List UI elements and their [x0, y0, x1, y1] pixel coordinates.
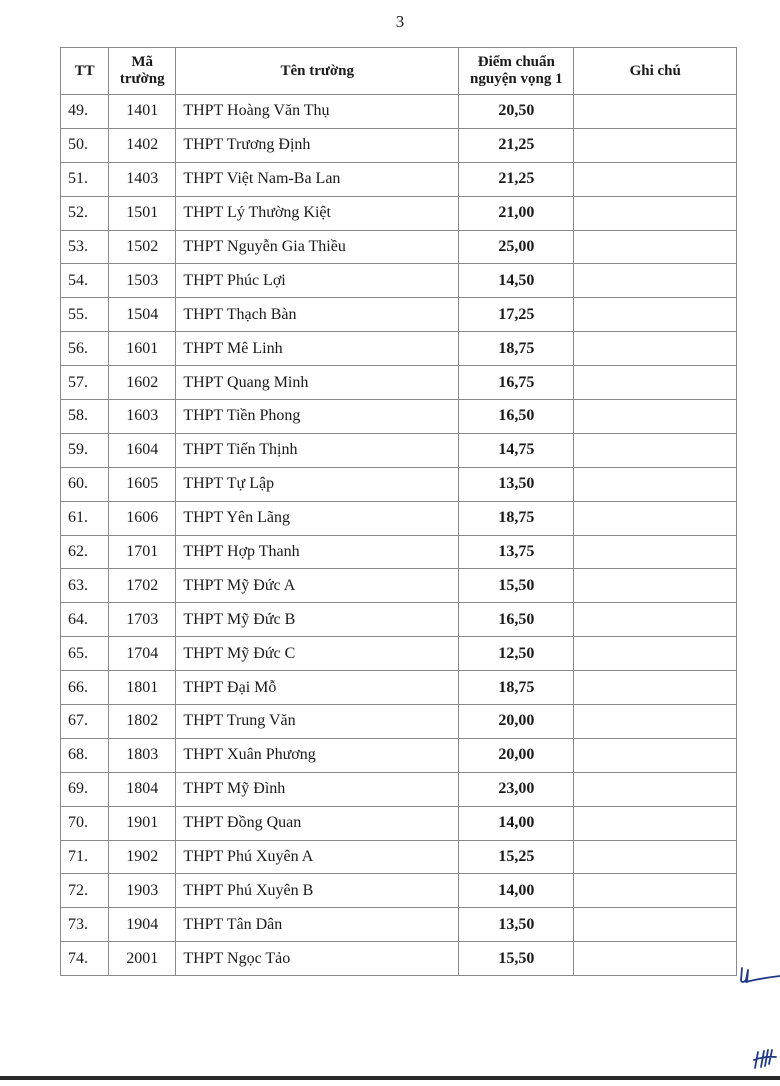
score-cell: 14,75 [459, 433, 574, 467]
row-number-cell: 62. [61, 535, 109, 569]
note-cell [574, 840, 737, 874]
school-code-cell: 1504 [109, 298, 176, 332]
note-cell [574, 535, 737, 569]
score-cell: 16,50 [459, 400, 574, 434]
row-number-cell: 59. [61, 433, 109, 467]
score-cell: 25,00 [459, 230, 574, 264]
school-name-cell: THPT Hoàng Văn Thụ [176, 95, 459, 129]
table-row [61, 162, 737, 196]
row-number-cell: 61. [61, 501, 109, 535]
table-row [61, 196, 737, 230]
table-row [61, 569, 737, 603]
note-cell [574, 264, 737, 298]
row-number-cell: 51. [61, 162, 109, 196]
row-number-cell: 54. [61, 264, 109, 298]
note-cell [574, 501, 737, 535]
note-cell [574, 908, 737, 942]
school-code-cell: 1701 [109, 535, 176, 569]
row-number-cell: 63. [61, 569, 109, 603]
score-cell: 13,50 [459, 467, 574, 501]
row-number-cell: 68. [61, 738, 109, 772]
note-cell [574, 874, 737, 908]
school-code-cell: 1801 [109, 671, 176, 705]
row-number-cell: 57. [61, 366, 109, 400]
note-cell [574, 705, 737, 739]
header-row [61, 48, 737, 95]
table-body [61, 95, 737, 976]
score-cell: 21,25 [459, 128, 574, 162]
score-cell: 12,50 [459, 637, 574, 671]
table-row [61, 772, 737, 806]
header-school-code-line1: Mã [131, 54, 154, 70]
school-name-cell: THPT Trương Định [176, 128, 459, 162]
row-number-cell: 73. [61, 908, 109, 942]
table-row [61, 400, 737, 434]
note-cell [574, 467, 737, 501]
score-cell: 14,00 [459, 806, 574, 840]
score-cell: 17,25 [459, 298, 574, 332]
row-number-cell: 55. [61, 298, 109, 332]
score-cell: 13,75 [459, 535, 574, 569]
note-cell [574, 95, 737, 129]
row-number-cell: 52. [61, 196, 109, 230]
header-score [459, 48, 574, 95]
table-row [61, 467, 737, 501]
score-cell: 15,50 [459, 942, 574, 976]
score-cell: 15,25 [459, 840, 574, 874]
school-name-cell: THPT Lý Thường Kiệt [176, 196, 459, 230]
row-number-cell: 74. [61, 942, 109, 976]
table-row [61, 671, 737, 705]
note-cell [574, 671, 737, 705]
school-name-cell: THPT Mê Linh [176, 332, 459, 366]
signature-mark-icon [752, 1046, 778, 1072]
score-cell: 15,50 [459, 569, 574, 603]
score-cell: 18,75 [459, 332, 574, 366]
school-name-cell: THPT Trung Văn [176, 705, 459, 739]
school-code-cell: 1402 [109, 128, 176, 162]
note-cell [574, 162, 737, 196]
school-name-cell: THPT Mỹ Đức B [176, 603, 459, 637]
note-cell [574, 942, 737, 976]
school-name-cell: THPT Tiền Phong [176, 400, 459, 434]
score-cell: 21,00 [459, 196, 574, 230]
page-number: 3 [395, 12, 405, 31]
school-name-cell: THPT Tiến Thịnh [176, 433, 459, 467]
admission-score-table [60, 47, 737, 976]
school-name-cell: THPT Mỹ Đức C [176, 637, 459, 671]
school-code-cell: 1804 [109, 772, 176, 806]
school-code-cell: 1904 [109, 908, 176, 942]
school-name-cell: THPT Ngọc Tảo [176, 942, 459, 976]
note-cell [574, 738, 737, 772]
school-name-cell: THPT Hợp Thanh [176, 535, 459, 569]
school-name-cell: THPT Đại Mỗ [176, 671, 459, 705]
table-row [61, 806, 737, 840]
row-number-cell: 53. [61, 230, 109, 264]
school-code-cell: 1704 [109, 637, 176, 671]
table-row [61, 332, 737, 366]
score-cell: 20,50 [459, 95, 574, 129]
header-score-line2: nguyện vọng 1 [470, 71, 563, 87]
school-code-cell: 1604 [109, 433, 176, 467]
score-cell: 18,75 [459, 501, 574, 535]
school-code-cell: 1902 [109, 840, 176, 874]
header-tt: TT [61, 48, 109, 95]
score-cell: 14,50 [459, 264, 574, 298]
school-name-cell: THPT Phúc Lợi [176, 264, 459, 298]
table-row [61, 840, 737, 874]
school-name-cell: THPT Phú Xuyên A [176, 840, 459, 874]
note-cell [574, 196, 737, 230]
note-cell [574, 603, 737, 637]
header-note: Ghi chú [574, 48, 737, 95]
score-cell: 13,50 [459, 908, 574, 942]
school-name-cell: THPT Tân Dân [176, 908, 459, 942]
row-number-cell: 49. [61, 95, 109, 129]
table-row [61, 501, 737, 535]
row-number-cell: 71. [61, 840, 109, 874]
row-number-cell: 64. [61, 603, 109, 637]
table-row [61, 95, 737, 129]
score-cell: 20,00 [459, 738, 574, 772]
row-number-cell: 65. [61, 637, 109, 671]
note-cell [574, 128, 737, 162]
school-name-cell: THPT Yên Lãng [176, 501, 459, 535]
school-code-cell: 1502 [109, 230, 176, 264]
table-row [61, 230, 737, 264]
school-code-cell: 1403 [109, 162, 176, 196]
note-cell [574, 298, 737, 332]
school-code-cell: 1802 [109, 705, 176, 739]
row-number-cell: 70. [61, 806, 109, 840]
table-row [61, 874, 737, 908]
page-bottom-border [0, 1076, 780, 1080]
score-cell: 18,75 [459, 671, 574, 705]
note-cell [574, 332, 737, 366]
table-row [61, 298, 737, 332]
school-code-cell: 1401 [109, 95, 176, 129]
table-row [61, 738, 737, 772]
table-row [61, 603, 737, 637]
note-cell [574, 637, 737, 671]
school-code-cell: 1901 [109, 806, 176, 840]
table-row [61, 908, 737, 942]
school-name-cell: THPT Việt Nam-Ba Lan [176, 162, 459, 196]
school-code-cell: 1603 [109, 400, 176, 434]
school-code-cell: 1606 [109, 501, 176, 535]
header-school-name: Tên trường [176, 48, 459, 95]
school-code-cell: 1605 [109, 467, 176, 501]
table-row [61, 433, 737, 467]
school-name-cell: THPT Xuân Phương [176, 738, 459, 772]
note-cell [574, 400, 737, 434]
school-name-cell: THPT Phú Xuyên B [176, 874, 459, 908]
school-name-cell: THPT Thạch Bàn [176, 298, 459, 332]
row-number-cell: 58. [61, 400, 109, 434]
row-number-cell: 60. [61, 467, 109, 501]
header-school-code-line2: trường [119, 71, 165, 87]
score-cell: 16,50 [459, 603, 574, 637]
note-cell [574, 366, 737, 400]
table-row [61, 264, 737, 298]
table-row [61, 637, 737, 671]
header-school-code [109, 48, 176, 95]
header-score-line1: Điểm chuẩn [477, 54, 555, 70]
school-code-cell: 2001 [109, 942, 176, 976]
note-cell [574, 772, 737, 806]
row-number-cell: 67. [61, 705, 109, 739]
score-cell: 16,75 [459, 366, 574, 400]
school-code-cell: 1601 [109, 332, 176, 366]
score-cell: 20,00 [459, 705, 574, 739]
school-name-cell: THPT Đồng Quan [176, 806, 459, 840]
table-row [61, 942, 737, 976]
school-name-cell: THPT Mỹ Đức A [176, 569, 459, 603]
table-row [61, 705, 737, 739]
note-cell [574, 806, 737, 840]
note-cell [574, 230, 737, 264]
school-code-cell: 1503 [109, 264, 176, 298]
note-cell [574, 569, 737, 603]
score-cell: 21,25 [459, 162, 574, 196]
row-number-cell: 66. [61, 671, 109, 705]
row-number-cell: 69. [61, 772, 109, 806]
school-name-cell: THPT Nguyễn Gia Thiều [176, 230, 459, 264]
school-name-cell: THPT Quang Minh [176, 366, 459, 400]
school-code-cell: 1703 [109, 603, 176, 637]
note-cell [574, 433, 737, 467]
table-row [61, 366, 737, 400]
school-code-cell: 1602 [109, 366, 176, 400]
row-number-cell: 72. [61, 874, 109, 908]
school-code-cell: 1903 [109, 874, 176, 908]
score-cell: 23,00 [459, 772, 574, 806]
table-row [61, 128, 737, 162]
table-header [61, 48, 737, 95]
school-code-cell: 1803 [109, 738, 176, 772]
row-number-cell: 50. [61, 128, 109, 162]
school-code-cell: 1501 [109, 196, 176, 230]
school-name-cell: THPT Tự Lập [176, 467, 459, 501]
score-cell: 14,00 [459, 874, 574, 908]
school-code-cell: 1702 [109, 569, 176, 603]
table-row [61, 535, 737, 569]
school-name-cell: THPT Mỹ Đình [176, 772, 459, 806]
row-number-cell: 56. [61, 332, 109, 366]
initial-mark-icon [738, 960, 780, 990]
